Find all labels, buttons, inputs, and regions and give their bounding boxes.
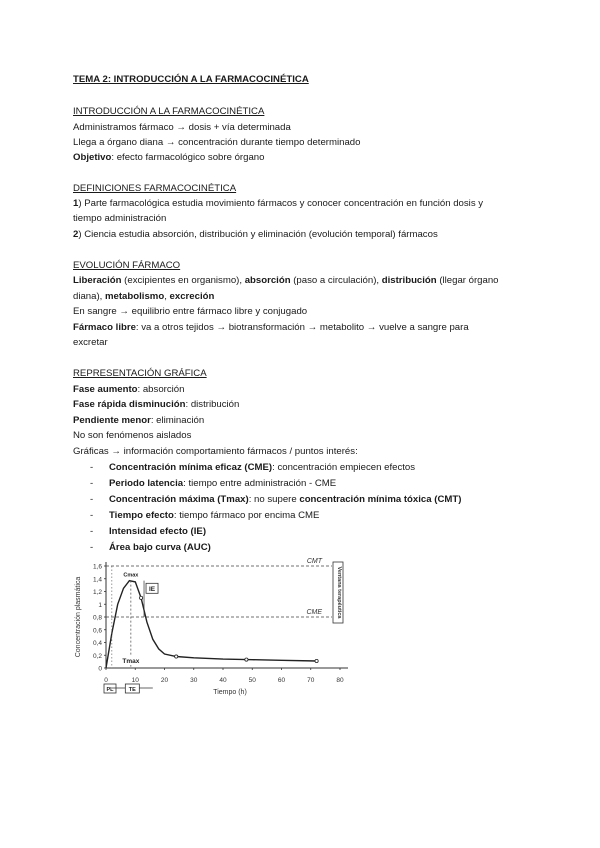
evolucion-para-2: En sangre → equilibrio entre fármaco libre y conjugado <box>73 306 308 317</box>
document-title: TEMA 2: INTRODUCCIÓN A LA FARMACOCINÉTICA <box>73 74 309 85</box>
y-tick-label: 1 <box>98 601 102 609</box>
absorcion-term: absorción <box>244 275 291 286</box>
data-point-marker <box>175 655 178 658</box>
ventana-label: Ventana terapéutica <box>336 566 342 619</box>
evolucion-heading: EVOLUCIÓN FÁRMACO <box>73 260 181 271</box>
definiciones-heading: DEFINICIONES FARMACOCINÉTICA <box>73 183 237 194</box>
diana-text: diana), <box>73 291 105 302</box>
rep-line-1 <box>73 384 184 396</box>
x-tick-label: 40 <box>219 677 227 684</box>
farmaco-libre-text: : va a otros tejidos → biotransformación → metabolito → vuelve a sangre para <box>135 322 469 333</box>
bullet-5 <box>109 526 206 538</box>
absorcion-text: (paso a circulación), <box>290 275 382 286</box>
pendiente-menor-text: : eliminación <box>150 415 205 426</box>
liberacion-term: Liberación <box>73 275 122 286</box>
latencia-text: : tiempo entre administración - CME <box>183 478 337 489</box>
tiempo-efecto-term: Tiempo efecto <box>109 510 174 521</box>
definicion-1-number: 1 <box>73 198 79 209</box>
bullet-dash-3: - <box>90 494 94 505</box>
objetivo-text: : efecto farmacológico sobre órgano <box>111 152 265 163</box>
fase-aumento-term: Fase aumento <box>73 384 138 395</box>
latencia-term: Periodo latencia <box>109 478 184 489</box>
concentration-curve <box>106 581 317 668</box>
bullet-4 <box>109 510 319 522</box>
definicion-2 <box>73 229 438 241</box>
x-tick-label: 50 <box>248 677 256 684</box>
rep-line-2 <box>73 399 239 411</box>
distribucion-text: (llegar órgano <box>436 275 499 286</box>
cme-text: : concentración empiecen efectos <box>272 462 416 473</box>
ie-term: Intensidad efecto (IE) <box>109 526 207 537</box>
definicion-1-text: ) Parte farmacológica estudia movimiento fármacos y conocer concentración en función dosis y <box>78 198 484 209</box>
x-tick-label: 0 <box>104 677 108 684</box>
x-axis-label: Tiempo (h) <box>213 689 247 696</box>
distribucion-term: distribución <box>381 275 437 286</box>
fase-rapida-term: Fase rápida disminución <box>73 399 186 410</box>
evolucion-para-3-cont: excretar <box>73 337 108 348</box>
data-point-marker <box>140 596 143 599</box>
definicion-1-cont: tiempo administración <box>73 213 167 224</box>
tmax-term: Concentración máxima (Tmax) <box>109 494 249 505</box>
cmt-term: concentración mínima tóxica (CMT) <box>299 494 462 505</box>
pendiente-menor-term: Pendiente menor <box>73 415 151 426</box>
y-tick-label: 0,4 <box>92 640 102 647</box>
bullet-dash-1: - <box>90 462 94 473</box>
data-point-marker <box>245 658 248 661</box>
fase-rapida-text: : distribución <box>185 399 240 410</box>
definicion-2-number: 2 <box>73 229 79 240</box>
y-tick-label: 0 <box>98 665 102 673</box>
x-tick-label: 10 <box>131 677 139 684</box>
liberacion-text: (excipientes en organismo), <box>121 275 245 286</box>
y-tick-label: 0,8 <box>92 614 102 622</box>
te-label: TE <box>128 687 136 693</box>
hline-label-cme: CME <box>306 609 322 616</box>
tmax-text: : no supere <box>248 494 300 505</box>
bullet-1 <box>109 462 415 474</box>
fase-aumento-text: : absorción <box>137 384 185 395</box>
y-tick-label: 0,2 <box>92 652 102 660</box>
hline-label-cmt: CMT <box>306 558 322 565</box>
bullet-dash-6: - <box>90 542 94 553</box>
auc-term: Área bajo curva (AUC) <box>109 542 211 553</box>
data-point-marker <box>315 659 318 662</box>
y-tick-label: 1,6 <box>92 563 102 571</box>
intro-heading: INTRODUCCIÓN A LA FARMACOCINÉTICA <box>73 106 265 117</box>
x-tick-label: 70 <box>307 677 315 684</box>
evolucion-para-1-cont <box>73 291 214 303</box>
bullet-2 <box>109 478 336 490</box>
bullet-3 <box>109 494 461 506</box>
intro-line-3 <box>73 152 264 164</box>
x-tick-label: 60 <box>277 677 286 684</box>
farmaco-libre-term: Fármaco libre <box>73 322 136 333</box>
intro-line-1: Administramos fármaco → dosis + vía determinada <box>73 122 291 133</box>
y-tick-label: 1,2 <box>92 589 102 596</box>
tiempo-efecto-text: : tiempo fármaco por encima CME <box>173 510 320 521</box>
rep-line-4: No son fenómenos aislados <box>73 430 192 441</box>
intro-line-2: Llega a órgano diana → concentración durante tiempo determinado <box>73 137 361 148</box>
definicion-2-text: ) Ciencia estudia absorción, distribución y eliminación (evolución temporal) fármacos <box>78 229 438 240</box>
definicion-1 <box>73 198 483 210</box>
x-tick-label: 30 <box>190 677 198 684</box>
y-tick-label: 0,6 <box>92 627 102 635</box>
bullet-dash-5: - <box>90 526 94 537</box>
representacion-heading: REPRESENTACIÓN GRÁFICA <box>73 368 207 379</box>
evolucion-para-3 <box>73 322 469 334</box>
rep-line-5: Gráficas → información comportamiento fármacos / puntos interés: <box>73 446 358 457</box>
y-tick-label: 1,4 <box>92 576 102 584</box>
x-tick-label: 80 <box>336 677 344 684</box>
comma-text: , <box>164 291 170 302</box>
bullet-dash-4: - <box>90 510 94 521</box>
cme-term: Concentración mínima eficaz (CME) <box>109 462 273 473</box>
excrecion-term: excreción <box>169 291 215 302</box>
rep-line-3 <box>73 415 204 427</box>
tmax-label: Tmax <box>122 658 140 665</box>
x-tick-label: 20 <box>160 677 169 684</box>
y-axis-label: Concentración plasmática <box>75 576 82 658</box>
bullet-6 <box>109 542 211 554</box>
bullet-dash-2: - <box>90 478 94 489</box>
metabolismo-term: metabolismo <box>105 291 165 302</box>
pharmacokinetic-chart <box>70 556 360 731</box>
objetivo-label: Objetivo <box>73 152 112 163</box>
ie-label: IE <box>148 585 156 593</box>
pl-label: PL <box>106 687 114 693</box>
evolucion-para-1 <box>73 275 499 287</box>
cmax-label: Cmax <box>123 572 139 579</box>
